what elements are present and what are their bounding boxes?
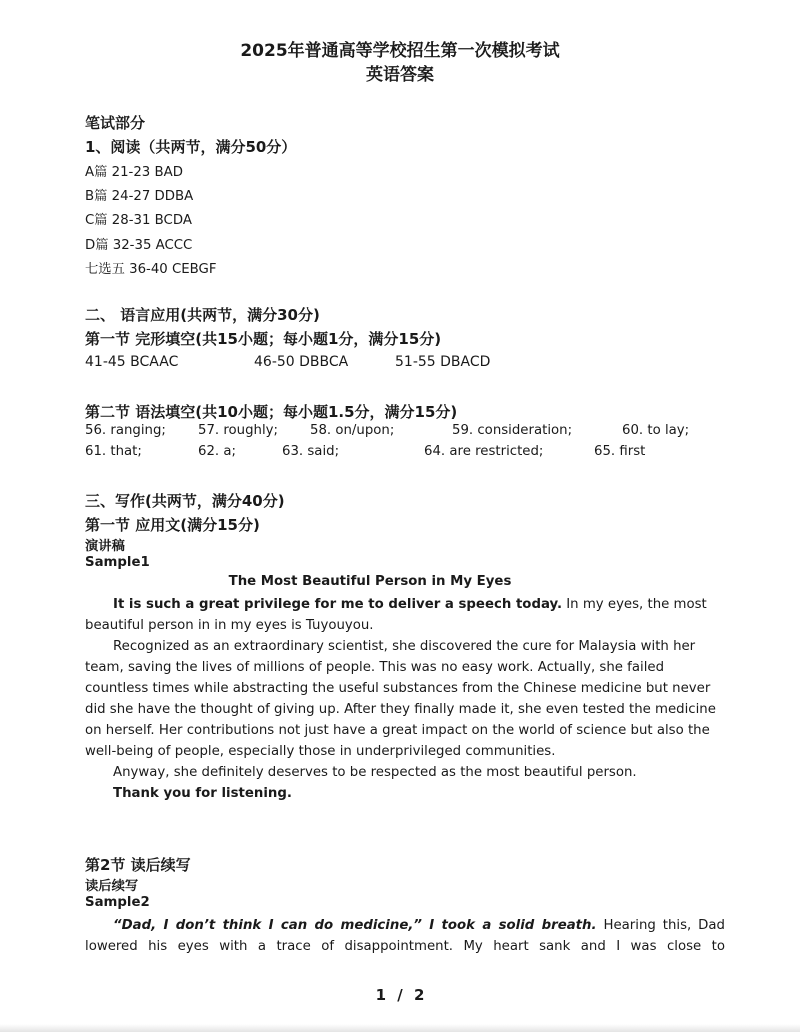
page-total: 2 xyxy=(413,986,425,1004)
sample2-line-1-rest: Hearing this, Dad xyxy=(596,918,725,933)
cloze-answer-41-45: 41-45 BCAAC xyxy=(85,354,179,370)
sample1-essay xyxy=(85,594,725,804)
practical-writing-heading: 第一节 应用文(满分15分) xyxy=(85,516,260,534)
grammar-answer-56: 56. ranging; xyxy=(85,423,166,438)
page-separator: / xyxy=(397,986,403,1004)
grammar-answer-60: 60. to lay; xyxy=(622,423,690,438)
reading-answer-a: A篇 21-23 BAD xyxy=(85,165,183,180)
grammar-answer-59: 59. consideration; xyxy=(452,423,573,438)
grammar-answer-61: 61. that; xyxy=(85,444,142,459)
essay-paragraph-1 xyxy=(85,594,725,636)
grammar-answer-58: 58. on/upon; xyxy=(310,423,395,438)
reading-answer-b: B篇 24-27 DDBA xyxy=(85,189,194,204)
page-indicator xyxy=(0,986,800,1004)
exam-title: 2025年普通高等学校招生第一次模拟考试 xyxy=(240,41,560,61)
sample1-label: Sample1 xyxy=(85,555,150,570)
cloze-answer-51-55: 51-55 DBACD xyxy=(395,354,491,370)
sample2-dialogue: “Dad, I don’t think I can do medicine,” I took a solid breath. xyxy=(113,918,597,933)
language-heading: 二、 语言应用(共两节，满分30分) xyxy=(85,306,320,324)
grammar-answer-63: 63. said; xyxy=(282,444,340,459)
page-bottom-edge xyxy=(0,1024,800,1032)
essay-closing: Thank you for listening. xyxy=(113,786,292,801)
cloze-answer-46-50: 46-50 DBBCA xyxy=(254,354,349,370)
grammar-answer-64: 64. are restricted; xyxy=(424,444,544,459)
reading-answer-seven-choose-five: 七选五 36-40 CEBGF xyxy=(85,262,217,277)
sample2-line-1 xyxy=(85,915,725,936)
grammar-answer-57: 57. roughly; xyxy=(198,423,279,438)
exam-subtitle: 英语答案 xyxy=(366,65,434,85)
essay-paragraph-2: Recognized as an extraordinary scientist, she discovered the cure for Malaysia with her team, saving the lives of millions of people. This was no easy work. Actually, she failed countless times while abstracting the useful substances from the Chinese medicine but never did she have the thought of giving up. After they finally made it, she even tested the medicine on herself. Her contributions not just have a great impact on the world of science but also the well-being of people, especially those in underprivileged communities. xyxy=(85,639,716,759)
essay-paragraph-1-rest: In my eyes, the most beautiful person in in my eyes is Tuyouyou. xyxy=(85,597,707,633)
writing-heading: 三、写作(共两节，满分40分) xyxy=(85,492,285,510)
grammar-answer-62: 62. a; xyxy=(198,444,237,459)
essay-opening-sentence: It is such a great privilege for me to deliver a speech today. xyxy=(113,597,563,612)
written-part-heading: 笔试部分 xyxy=(85,114,146,132)
genre-label-speech: 演讲稿 xyxy=(85,539,125,554)
continuation-writing-heading: 第2节 读后续写 xyxy=(85,856,191,874)
essay-title: The Most Beautiful Person in My Eyes xyxy=(228,574,512,589)
genre-label-continuation: 读后续写 xyxy=(85,879,139,894)
reading-heading: 1、阅读（共两节，满分50分） xyxy=(85,138,297,156)
grammar-heading: 第二节 语法填空(共10小题；每小题1.5分，满分15分) xyxy=(85,403,458,421)
sample2-essay xyxy=(85,915,725,957)
cloze-heading: 第一节 完形填空(共15小题；每小题1分，满分15分) xyxy=(85,330,442,348)
reading-answer-d: D篇 32-35 ACCC xyxy=(85,238,193,253)
sample2-label: Sample2 xyxy=(85,895,150,910)
page-number: 1 xyxy=(375,986,387,1004)
essay-paragraph-3: Anyway, she definitely deserves to be respected as the most beautiful person. xyxy=(113,765,637,780)
reading-answer-c: C篇 28-31 BCDA xyxy=(85,213,192,228)
grammar-answer-65: 65. first xyxy=(594,444,646,459)
sample2-line-2: lowered his eyes with a trace of disappointment. My heart sank and I was close to xyxy=(85,939,725,954)
